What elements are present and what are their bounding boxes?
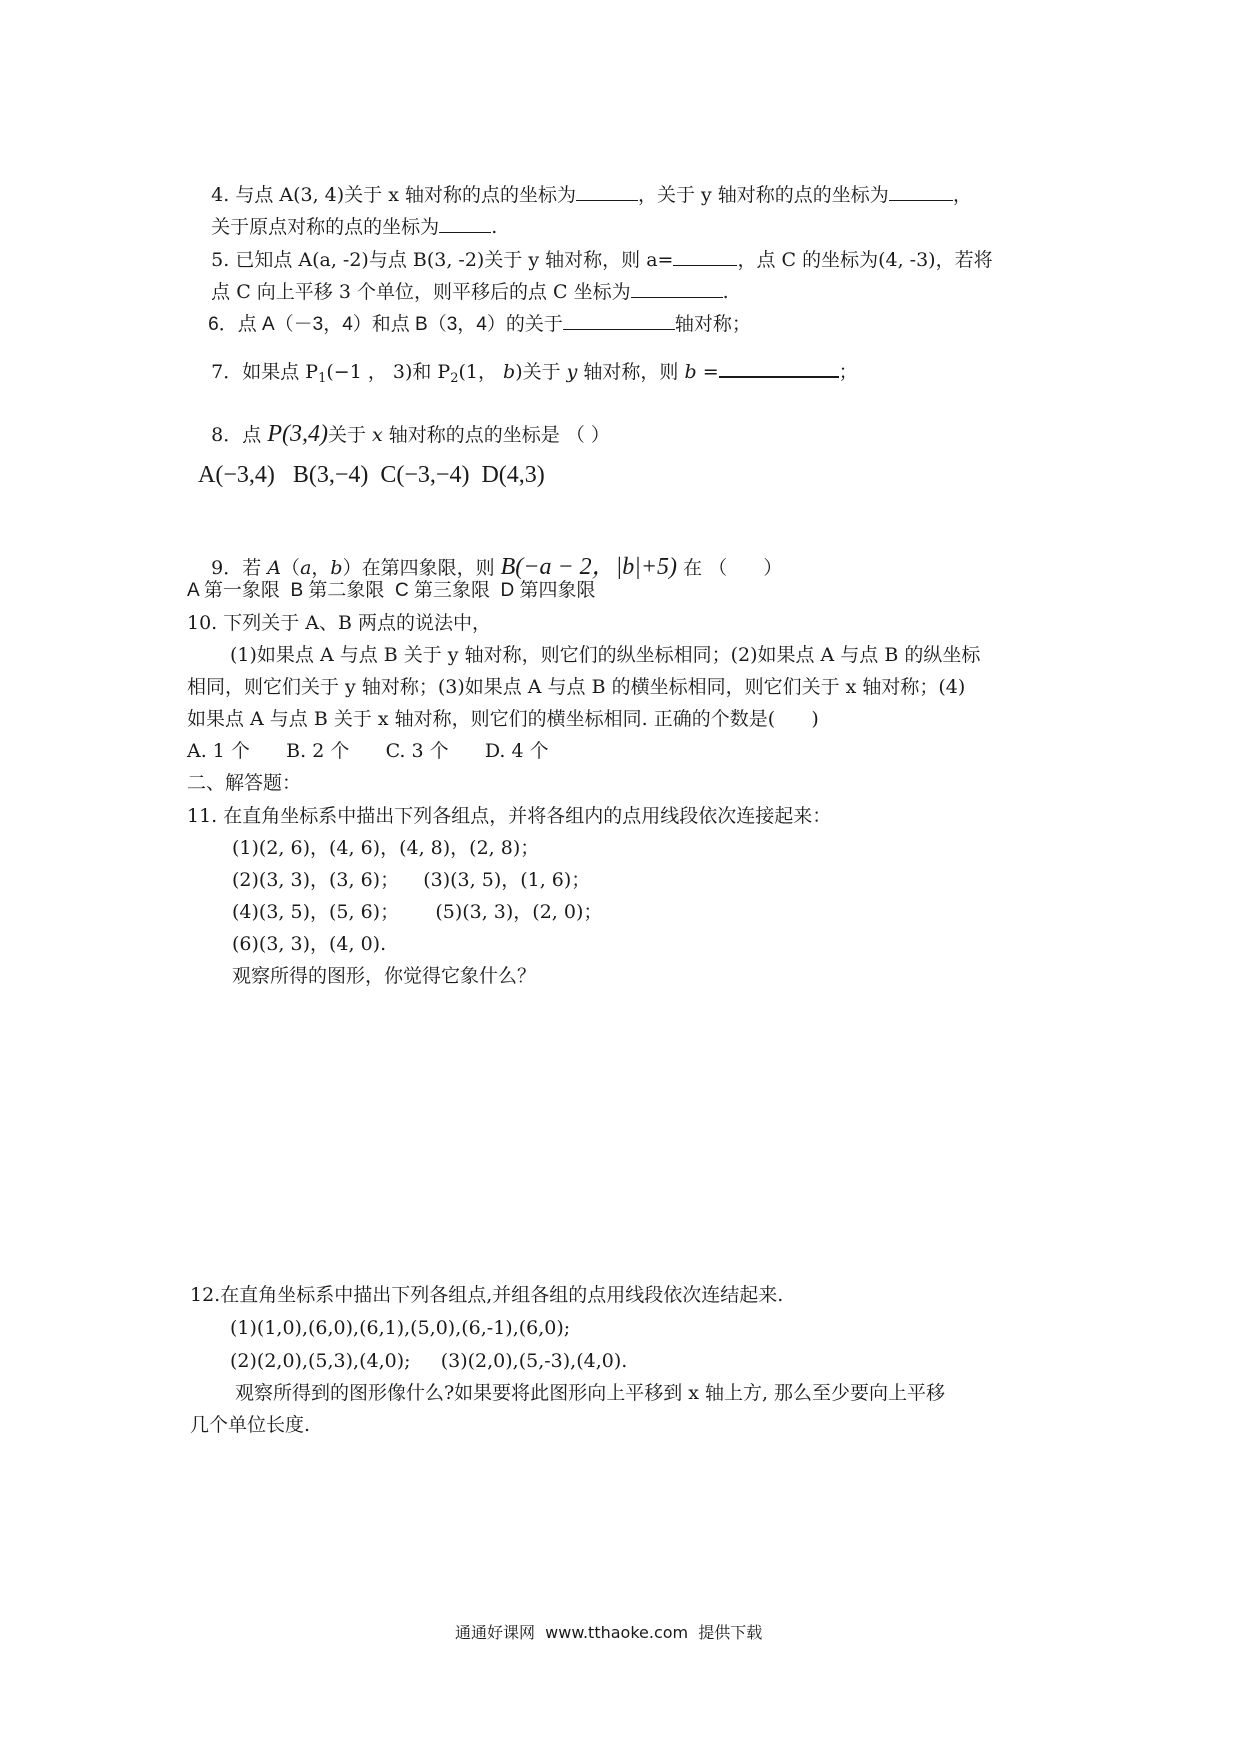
q10-options: A. 1 个 B. 2 个 C. 3 个 D. 4 个 xyxy=(187,740,549,762)
q4-text-c: ， xyxy=(952,184,972,206)
q11-line4: (6)(3, 3)，(4, 0). xyxy=(232,933,387,955)
q7-blank xyxy=(719,358,839,378)
q4-blank-y-axis xyxy=(889,182,953,201)
q4-text-d: 关于原点对称的点的坐标为 xyxy=(211,216,440,238)
q10-title: 10. 下列关于 A、B 两点的说法中， xyxy=(187,612,492,634)
q9-text-a: 9．若 xyxy=(211,557,268,579)
q10-line2: 相同，则它们关于 y 轴对称；(3)如果点 A 与点 B 的横坐标相同，则它们关于 x 轴对称；(4) xyxy=(187,676,966,698)
q8-options: A(−3,4) B(3,−4) C(−3,−4) D(4,3) xyxy=(198,462,545,488)
q7-var-y: y xyxy=(566,361,578,383)
q10-line3: 如果点 A 与点 B 关于 x 轴对称，则它们的横坐标相同. 正确的个数是( ) xyxy=(187,708,819,730)
q11-line5: 观察所得的图形，你觉得它象什么？ xyxy=(232,965,537,987)
q9-text-d: ）在第四象限，则 xyxy=(342,557,501,579)
q11-line1: (1)(2, 6)，(4, 6)，(4, 8)，(2, 8)； xyxy=(232,837,540,859)
q8-text-a: 8．点 xyxy=(211,424,268,446)
q7-var-b2: b xyxy=(684,361,697,383)
q8-point-p: P(3,4) xyxy=(267,421,328,447)
q12-line4: 几个单位长度. xyxy=(190,1414,311,1436)
q7-text-b: (−1 ， 3)和 P xyxy=(326,361,451,383)
q11-line3: (4)(3, 5)，(5, 6)； (5)(3, 3)，(2, 0)； xyxy=(232,901,603,923)
q9-point-b: B(−a − 2，|b|+5) xyxy=(500,554,678,580)
q5-text-b: ，点 C 的坐标为(4, -3)，若将 xyxy=(737,249,993,271)
q7-text-f: = xyxy=(696,361,719,383)
q5-text-a: 5. 已知点 A(a, -2)与点 B(3, -2)关于 y 轴对称，则 a= xyxy=(211,249,674,271)
q7-sub1: 1 xyxy=(318,371,327,386)
q11-title: 11. 在直角坐标系中描出下列各组点，并将各组内的点用线段依次连接起来： xyxy=(187,805,832,827)
q7-text-e: 轴对称，则 xyxy=(577,361,685,383)
q12-line2: (2)(2,0),(5,3),(4,0); (3)(2,0),(5,-3),(4,0). xyxy=(230,1350,628,1372)
q11-line2: (2)(3, 3)，(3, 6)； (3)(3, 5)，(1, 6)； xyxy=(232,869,591,891)
q8-text-c: 轴对称的点的坐标是 （ ） xyxy=(382,424,610,446)
q6-blank xyxy=(563,311,675,330)
q8-var-x: x xyxy=(372,424,383,446)
q9-options: A 第一象限 B 第二象限 C 第三象限 D 第四象限 xyxy=(187,580,596,601)
q4-text-e: . xyxy=(491,216,498,238)
q12-line1: (1)(1,0),(6,0),(6,1),(5,0),(6,-1),(6,0); xyxy=(230,1317,571,1339)
q5-text-d: . xyxy=(722,281,729,303)
q4-text-b: ，关于 y 轴对称的点的坐标为 xyxy=(637,184,889,206)
q9-var-a: a xyxy=(300,557,312,579)
q9-text-e: 在 （ ） xyxy=(677,557,783,579)
q7-text-d: )关于 xyxy=(515,361,567,383)
q5-text-c: 点 C 向上平移 3 个单位，则平移后的点 C 坐标为 xyxy=(211,281,631,303)
q9-var-b: b xyxy=(330,557,343,579)
q8-text-b: 关于 xyxy=(327,424,373,446)
q7-sub2: 2 xyxy=(450,371,459,386)
footer-credit: 通通好课网 www.tthaoke.com 提供下载 xyxy=(455,1623,763,1642)
q7-var-b: b xyxy=(503,361,516,383)
section-heading: 二、解答题： xyxy=(187,772,302,794)
q9-var-A: A xyxy=(267,557,282,579)
q6-text-b: 轴对称； xyxy=(674,314,751,335)
q12-title: 12.在直角坐标系中描出下列各组点,并组各组的点用线段依次连结起来. xyxy=(190,1284,784,1306)
q12-line3: 观察所得到的图形像什么?如果要将此图形向上平移到 x 轴上方, 那么至少要向上平移 xyxy=(235,1382,946,1404)
q9-text-b: （ xyxy=(281,557,301,579)
q7-text-g: ； xyxy=(838,361,858,383)
q7-text-a: 7．如果点 P xyxy=(211,361,319,383)
q6-text-a: 6．点 A（－3，4）和点 B（3，4）的关于 xyxy=(208,314,563,335)
q4-text-a: 4. 与点 A(3, 4)关于 x 轴对称的点的坐标为 xyxy=(211,184,576,206)
q4-blank-x-axis xyxy=(576,182,638,201)
q9-text-c: ， xyxy=(311,557,331,579)
q10-line1: (1)如果点 A 与点 B 关于 y 轴对称，则它们的纵坐标相同；(2)如果点 A 与点 B 的纵坐标 xyxy=(230,644,981,666)
q7-text-c: (1， xyxy=(458,361,504,383)
